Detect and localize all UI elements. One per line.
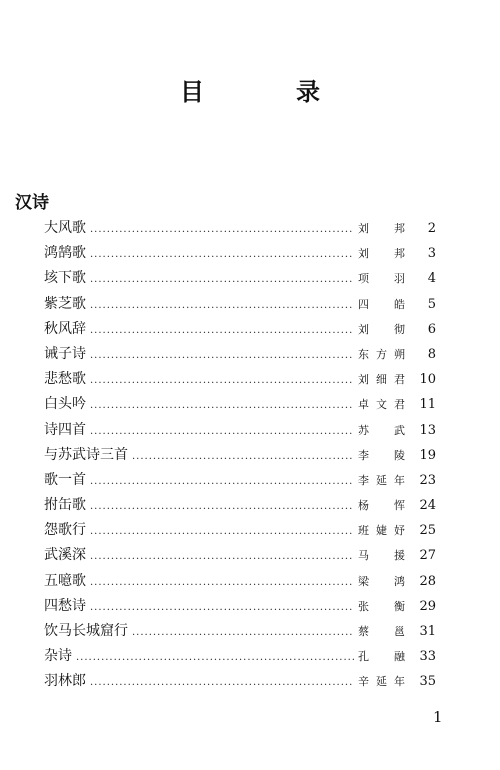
- toc-entry[interactable]: [44, 392, 436, 417]
- toc-entry[interactable]: [44, 569, 436, 594]
- toc-entry-author: 孔 融: [358, 650, 406, 664]
- toc-entry-title: 诫子诗: [44, 345, 86, 362]
- toc-entry-page: 4: [427, 271, 436, 287]
- toc-entry-author: 刘 邦: [358, 247, 406, 261]
- toc-entry-title: 四愁诗: [44, 597, 86, 614]
- toc-entry[interactable]: [44, 342, 436, 367]
- toc-entry-title: 与苏武诗三首: [44, 446, 128, 463]
- toc-entry-page: 6: [427, 321, 436, 337]
- toc-entry-author: 蔡 邕: [358, 625, 406, 638]
- toc-entry-page: 33: [419, 649, 436, 665]
- dot-leader: [90, 267, 354, 292]
- toc-entry-page: 25: [419, 523, 436, 539]
- toc-entry-page: 8: [427, 346, 436, 362]
- toc-entry-author: 班婕妤: [358, 524, 406, 538]
- toc-entry-page: 31: [419, 624, 436, 639]
- toc-entry-author: 项 羽: [358, 272, 406, 286]
- toc-entry-title: 垓下歌: [44, 270, 86, 287]
- dot-leader: [90, 519, 354, 544]
- dot-leader: [132, 444, 354, 469]
- toc-entry-page: 28: [419, 573, 436, 589]
- toc-entry-author: 李延年: [358, 473, 406, 487]
- dot-leader: [132, 620, 354, 645]
- toc-entry-author: 卓文君: [358, 398, 406, 412]
- dot-leader: [90, 293, 354, 318]
- toc-entry[interactable]: [44, 241, 436, 266]
- dot-leader: [90, 544, 354, 569]
- toc-entry-title: 武溪深: [44, 547, 86, 564]
- toc-entry[interactable]: [44, 518, 436, 543]
- toc-entry-title: 五噫歌: [44, 572, 86, 589]
- toc-entry-page: 5: [427, 296, 436, 312]
- dot-leader: [90, 419, 354, 444]
- toc-entry-page: 13: [419, 422, 436, 438]
- toc-entry-title: 饮马长城窟行: [44, 623, 128, 639]
- toc-entry-author: 东方朔: [358, 347, 406, 361]
- toc-entry-title: 歌一首: [44, 471, 86, 488]
- toc-list: [44, 216, 436, 695]
- dot-leader: [90, 494, 354, 519]
- toc-entry-page: 19: [419, 447, 436, 463]
- toc-entry-title: 诗四首: [44, 421, 86, 438]
- toc-entry[interactable]: [44, 493, 436, 518]
- toc-entry[interactable]: [44, 292, 436, 317]
- dot-leader: [90, 670, 354, 695]
- toc-entry-author: 四 皓: [358, 297, 406, 311]
- toc-entry-title: 怨歌行: [44, 522, 86, 539]
- toc-entry-title: 白头吟: [44, 396, 86, 413]
- toc-entry[interactable]: [44, 543, 436, 568]
- page-number: 1: [433, 708, 443, 726]
- dot-leader: [90, 343, 354, 368]
- toc-entry-title: 悲愁歌: [44, 371, 86, 388]
- toc-entry-title: 紫芝歌: [44, 295, 86, 312]
- toc-entry-author: 张 衡: [358, 599, 406, 613]
- toc-entry[interactable]: [44, 216, 436, 241]
- toc-entry[interactable]: [44, 418, 436, 443]
- toc-entry-page: 29: [419, 598, 436, 614]
- toc-entry[interactable]: [44, 468, 436, 493]
- dot-leader: [90, 595, 354, 620]
- toc-entry-author: 马 援: [358, 549, 406, 563]
- dot-leader: [90, 570, 354, 595]
- page-title: 目 录: [180, 78, 354, 106]
- dot-leader: [90, 242, 354, 267]
- toc-entry[interactable]: [44, 266, 436, 291]
- toc-entry-page: 35: [419, 674, 436, 690]
- dot-leader: [90, 469, 354, 494]
- toc-entry-page: 24: [419, 498, 436, 514]
- toc-entry[interactable]: [44, 669, 436, 694]
- toc-entry-author: 杨 恽: [358, 499, 406, 513]
- dot-leader: [90, 217, 354, 242]
- dot-leader: [76, 645, 354, 670]
- toc-entry-page: 27: [419, 548, 436, 564]
- toc-entry-author: 刘细君: [358, 373, 406, 387]
- toc-entry-page: 10: [419, 372, 436, 388]
- toc-entry-title: 羽林郎: [44, 673, 86, 690]
- toc-entry-author: 苏 武: [358, 423, 406, 437]
- toc-entry-author: 梁 鸿: [358, 574, 406, 588]
- toc-entry[interactable]: [44, 619, 436, 644]
- toc-entry-title: 鸿鹄歌: [44, 245, 86, 262]
- section-heading: 汉诗: [15, 193, 49, 213]
- dot-leader: [90, 368, 354, 393]
- toc-entry-author: 李 陵: [358, 448, 406, 462]
- toc-entry[interactable]: [44, 317, 436, 342]
- toc-entry[interactable]: [44, 644, 436, 669]
- dot-leader: [90, 393, 354, 418]
- toc-entry-title: 杂诗: [44, 648, 72, 665]
- toc-entry-author: 刘 邦: [358, 222, 406, 235]
- toc-entry[interactable]: [44, 443, 436, 468]
- toc-entry[interactable]: [44, 367, 436, 392]
- toc-entry-page: 23: [419, 472, 436, 488]
- toc-entry-page: 3: [427, 246, 436, 262]
- toc-entry-title: 秋风辞: [44, 320, 86, 337]
- toc-entry-title: 拊缶歌: [44, 497, 86, 514]
- toc-entry-author: 辛延年: [358, 675, 406, 689]
- toc-entry-page: 2: [427, 221, 436, 236]
- dot-leader: [90, 318, 354, 343]
- toc-entry-title: 大风歌: [44, 220, 86, 236]
- toc-entry-author: 刘 彻: [358, 322, 406, 336]
- toc-entry-page: 11: [419, 397, 436, 413]
- toc-entry[interactable]: [44, 594, 436, 619]
